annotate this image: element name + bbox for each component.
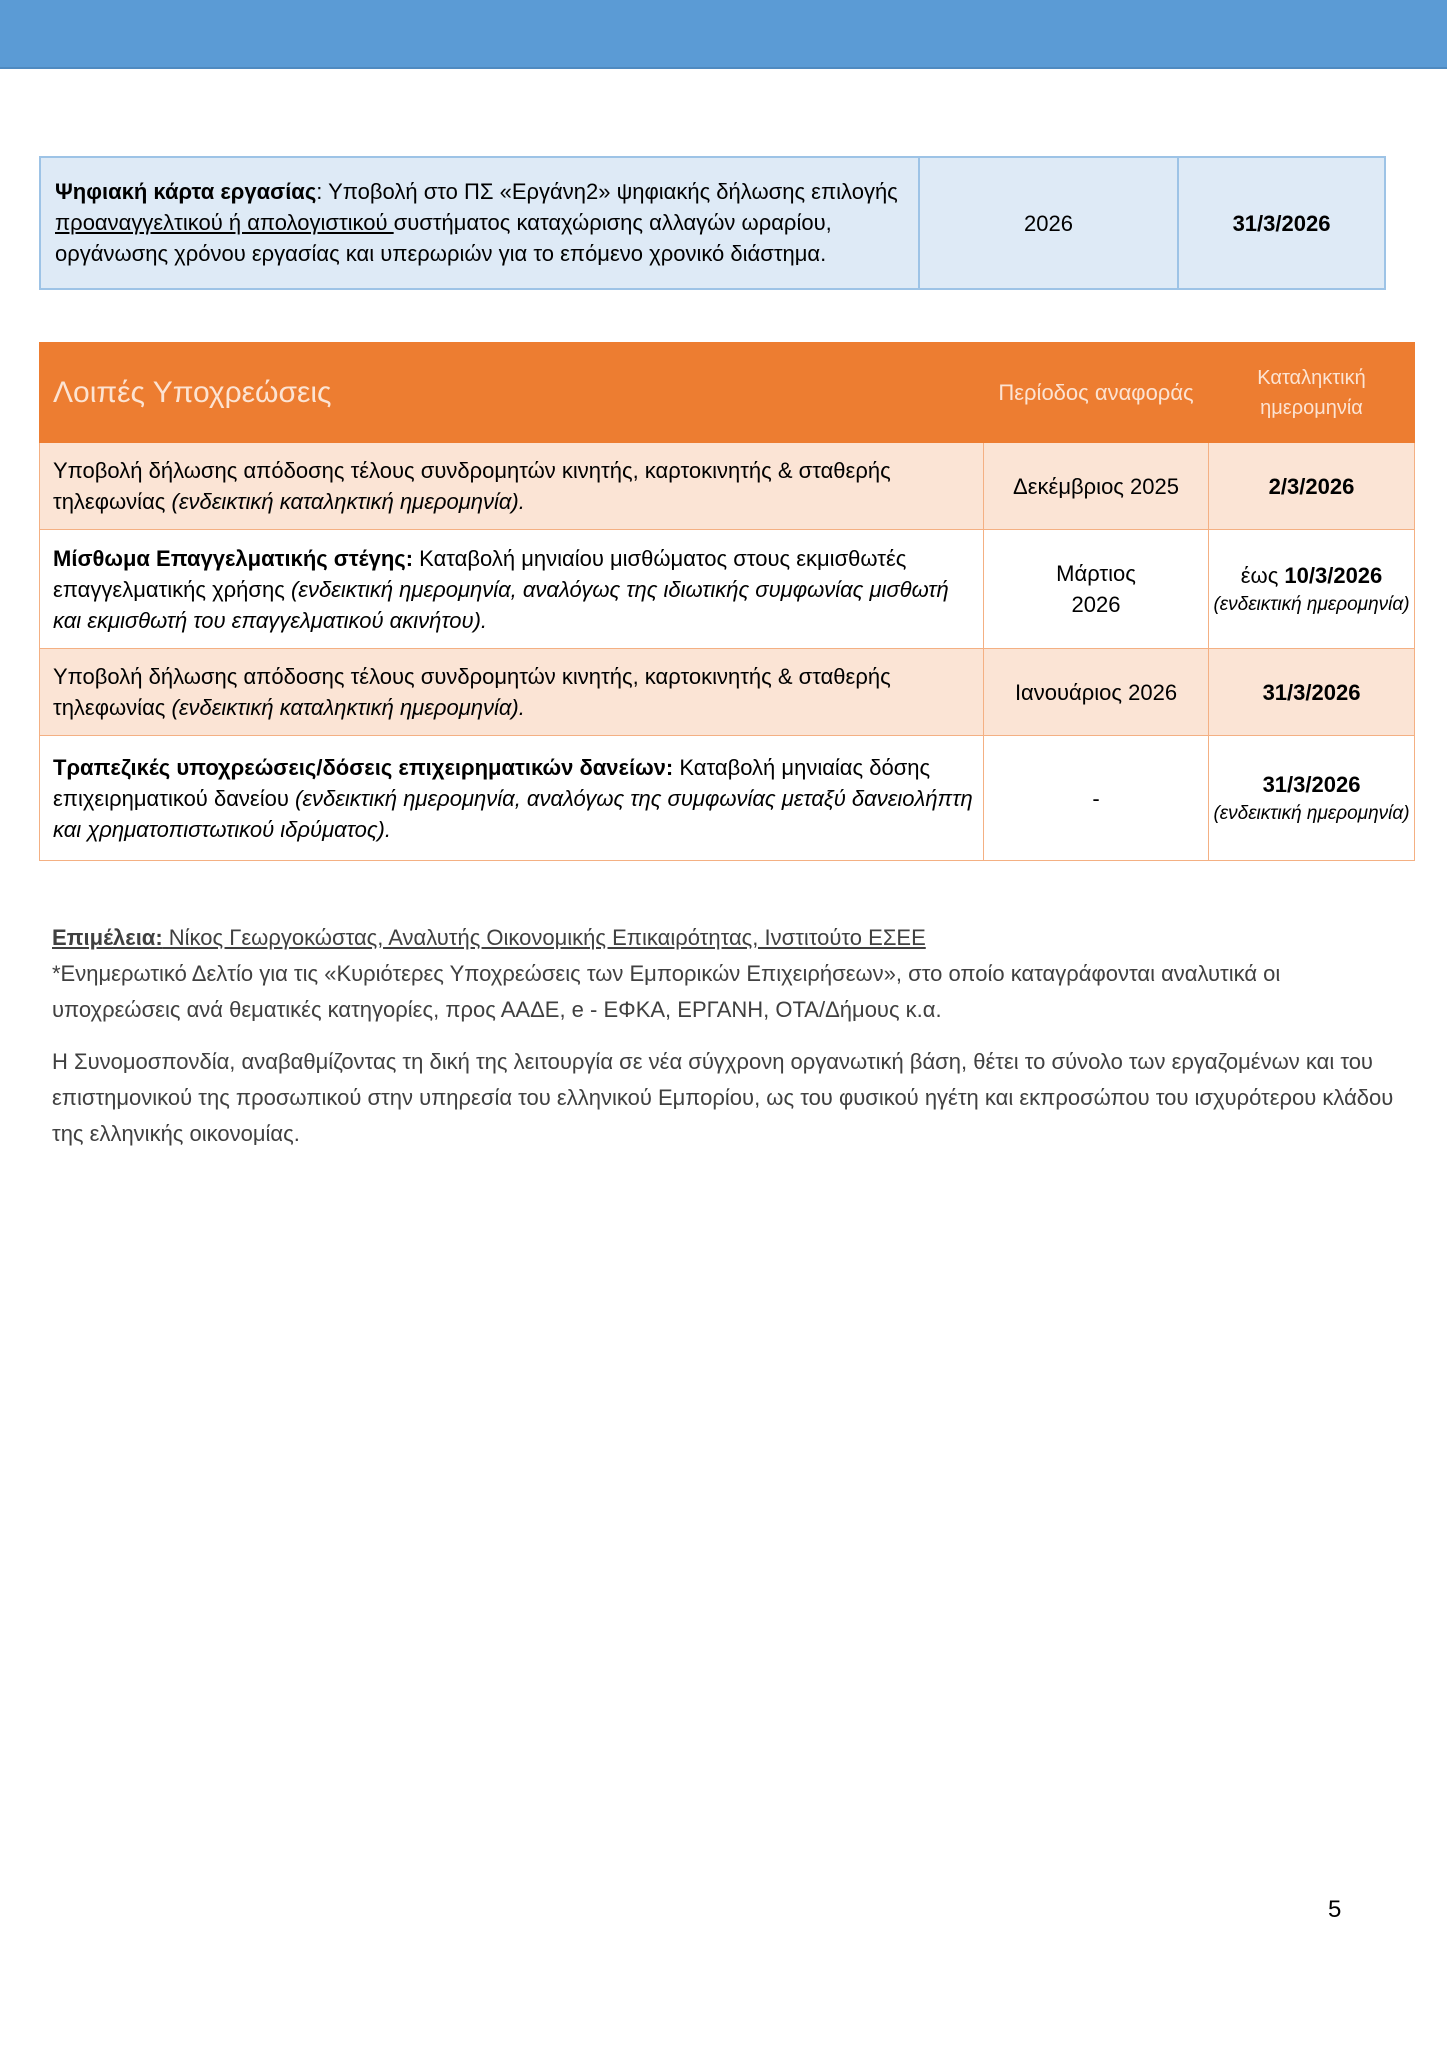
period-cell: - — [984, 736, 1209, 861]
obligation-text: συστήματος καταχώρισης αλλαγών ωραρίου, οργάνωσης χρόνου εργασίας και υπερωριών για το επόμενο χρονικό διάστημα. — [55, 210, 832, 266]
deadline-cell: 31/3/2026 — [1178, 157, 1385, 289]
footer-notes — [52, 920, 1397, 1152]
credit-text: Νίκος Γεωργοκώστας, Αναλυτής Οικονομικής Επικαιρότητας, Ινστιτούτο ΕΣΕΕ — [162, 925, 926, 950]
obligation-note: (ενδεικτική καταληκτική ημερομηνία). — [171, 489, 525, 514]
period-month: Μάρτιος — [1056, 561, 1136, 586]
obligation-text: Υποβολή δήλωσης απόδοσης τέλους συνδρομητών κινητής, καρτοκινητής & σταθερής τηλεφωνίας — [53, 458, 891, 514]
underlined-text: προαναγγελτικού ή απολογιστικού — [55, 210, 394, 235]
page-number: 5 — [1328, 1896, 1342, 1923]
period-cell: Ιανουάριος 2026 — [984, 649, 1209, 736]
credit-label: Επιμέλεια: — [52, 925, 163, 950]
obligation-description — [40, 649, 984, 736]
period-year: 2026 — [1071, 592, 1121, 617]
column-header-deadline: Καταληκτική ημερομηνία — [1209, 343, 1415, 443]
obligation-text: : Υποβολή στο ΠΣ «Εργάνη2» ψηφιακής δήλωσης επιλογής — [316, 179, 898, 204]
other-obligations-table — [39, 342, 1415, 861]
credit-line — [52, 920, 1397, 956]
obligation-title: Μίσθωμα Επαγγελματικής στέγης: — [53, 545, 414, 571]
table-header-row — [40, 343, 1415, 443]
deadline-note: (ενδεικτική ημερομηνία) — [1213, 802, 1410, 824]
period-cell: 2026 — [919, 157, 1178, 289]
header-band — [0, 0, 1447, 69]
obligation-description — [40, 736, 984, 861]
table-row — [40, 443, 1415, 530]
table-row — [40, 530, 1415, 649]
obligation-note: (ενδεικτική καταληκτική ημερομηνία). — [171, 695, 525, 720]
bulletin-note: *Ενημερωτικό Δελτίο για τις «Κυριότερες Υποχρεώσεις των Εμπορικών Επιχειρήσεων», στο οποίο καταγράφονται αναλυτικά οι υποχρεώσεις ανά θεματικές κατηγορίες, προς ΑΑΔΕ, e - ΕΦΚΑ, ΕΡΓΑΝΗ, ΟΤΑ/Δήμους κ.α. — [52, 961, 1281, 1022]
deadline-date: 31/3/2026 — [1262, 771, 1361, 797]
deadline-note: (ενδεικτική ημερομηνία) — [1213, 593, 1410, 615]
obligation-title: Τραπεζικές υποχρεώσεις/δόσεις επιχειρηματικών δανείων: — [53, 754, 674, 780]
confederation-paragraph: Η Συνομοσπονδία, αναβαθμίζοντας τη δική της λειτουργία σε νέα σύγχρονη οργανωτική βάση, θέτει το σύνολο των εργαζομένων και του επιστημονικού της προσωπικού στην υπηρεσία του ελληνικού Εμπορίου, ως του φυσικού ηγέτη και εκπροσώπου του ισχυρότερου κλάδου της ελληνικής οικονομίας. — [52, 1049, 1394, 1146]
obligation-description — [40, 443, 984, 530]
period-cell — [984, 530, 1209, 649]
column-header-period: Περίοδος αναφοράς — [984, 343, 1209, 443]
table-row — [40, 736, 1415, 861]
table-row — [40, 649, 1415, 736]
deadline-cell — [1209, 736, 1415, 861]
obligation-text: Καταβολή μηνιαίας δόσης επιχειρηματικού δανείου — [53, 754, 931, 811]
obligation-description — [40, 530, 984, 649]
period-cell: Δεκέμβριος 2025 — [984, 443, 1209, 530]
obligation-note: (ενδεικτική ημερομηνία, αναλόγως της συμφωνίας μεταξύ δανειολήπτη και χρηματοπιστωτικού ιδρύματος). — [53, 785, 973, 842]
deadline-cell — [1209, 530, 1415, 649]
obligation-text: Καταβολή μηνιαίου μισθώματος στους εκμισθωτές επαγγελματικής χρήσης — [53, 545, 907, 602]
obligation-text: Υποβολή δήλωσης απόδοσης τέλους συνδρομητών κινητής, καρτοκινητής & σταθερής τηλεφωνίας — [53, 664, 891, 720]
obligation-title: Ψηφιακή κάρτα εργασίας — [55, 179, 317, 204]
table-row — [40, 157, 1385, 289]
table-title: Λοιπές Υποχρεώσεις — [40, 343, 984, 443]
deadline-prefix: έως — [1240, 562, 1285, 588]
deadline-cell: 2/3/2026 — [1209, 443, 1415, 530]
deadline-cell: 31/3/2026 — [1209, 649, 1415, 736]
deadline-date: 10/3/2026 — [1284, 562, 1383, 588]
obligation-note: (ενδεικτική ημερομηνία, αναλόγως της ιδιωτικής συμφωνίας μισθωτή και εκμισθωτή του επαγγελματικού ακινήτου). — [53, 576, 949, 633]
digital-work-card-table — [39, 156, 1386, 290]
obligation-description — [40, 157, 919, 289]
